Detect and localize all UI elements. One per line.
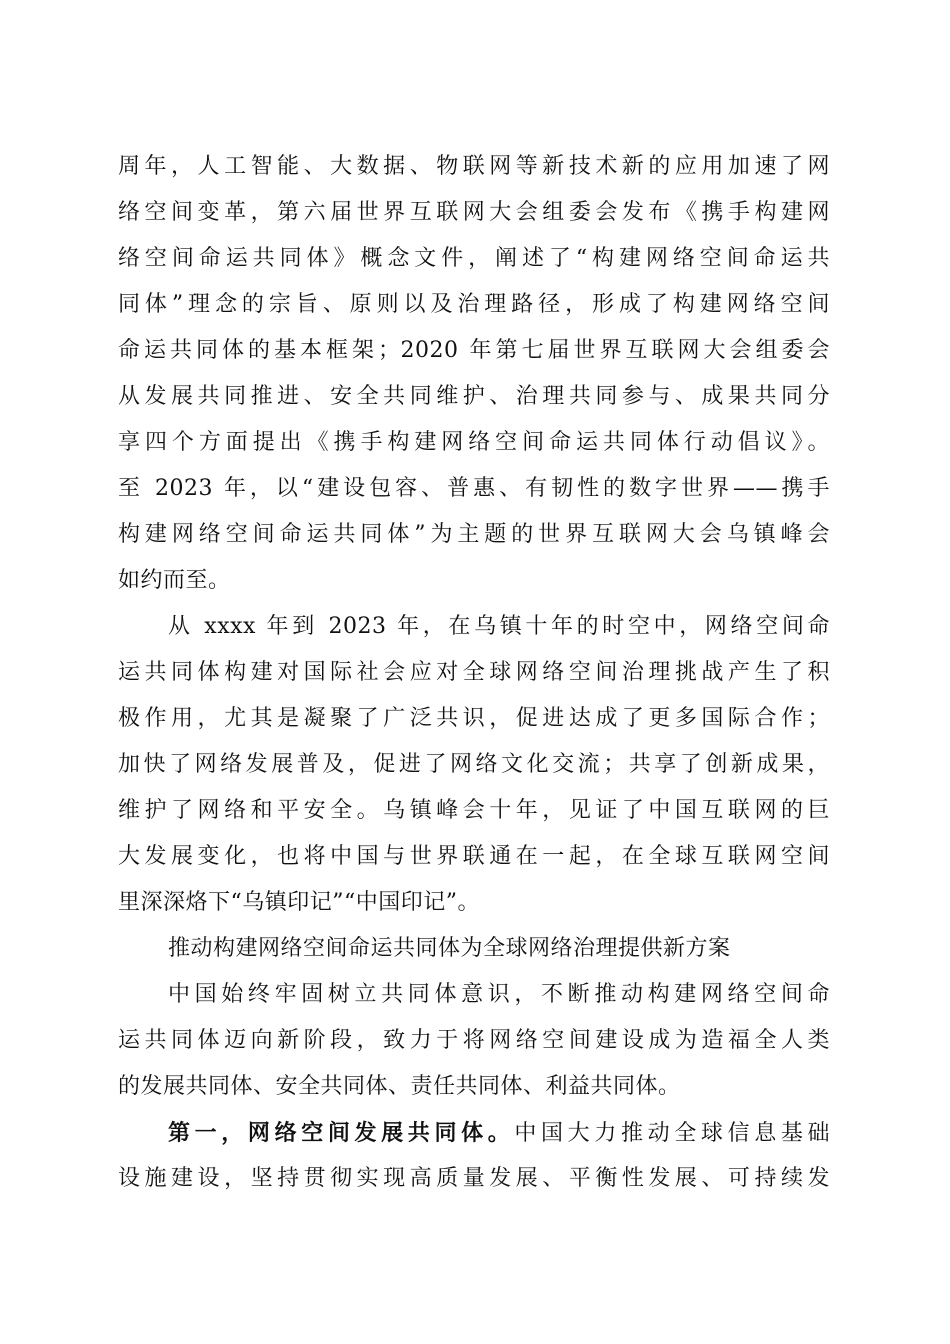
text-line: 中国始终牢固树立共同体意识，不断推动构建网络空间命 [168,982,830,1007]
text-line: 维护了网络和平安全。乌镇峰会十年，见证了中国互联网的巨 [118,798,830,823]
text-line: 命运共同体的基本框架；2020 年第七届世界互联网大会组委会 [118,338,830,363]
text-line: 的发展共同体、安全共同体、责任共同体、利益共同体。 [118,1074,681,1099]
text-line: 络空间命运共同体》概念文件，阐述了“构建网络空间命运共 [118,246,830,271]
text-line: 络空间变革，第六届世界互联网大会组委会发布《携手构建网 [118,200,830,225]
text-line: 周年，人工智能、大数据、物联网等新技术新的应用加速了网 [118,154,830,179]
text-line: 加快了网络发展普及，促进了网络文化交流；共享了创新成果， [118,752,830,777]
text-line: 运共同体迈向新阶段，致力于将网络空间建设成为造福全人类 [118,1028,830,1053]
text-line: 里深深烙下“乌镇印记”“中国印记”。 [118,890,480,915]
text-line: 运共同体构建对国际社会应对全球网络空间治理挑战产生了积 [118,660,830,685]
text-line: 享四个方面提出《携手构建网络空间命运共同体行动倡议》。 [118,430,830,455]
text-line [118,1110,830,1156]
text-line: 如约而至。 [118,568,231,593]
text-line: 设施建设，坚持贯彻实现高质量发展、平衡性发展、可持续发 [118,1166,830,1191]
text-line: 同体”理念的宗旨、原则以及治理路径，形成了构建网络空间 [118,292,830,317]
bold-lead: 第一，网络空间发展共同体。 [168,1120,515,1146]
text-line: 从发展共同推进、安全共同维护、治理共同参与、成果共同分 [118,384,830,409]
text-line: 大发展变化，也将中国与世界联通在一起，在全球互联网空间 [118,844,830,869]
text-line: 构建网络空间命运共同体”为主题的世界互联网大会乌镇峰会 [118,522,830,547]
section-heading: 推动构建网络空间命运共同体为全球网络治理提供新方案 [168,936,731,961]
text-line: 至 2023 年，以“建设包容、普惠、有韧性的数字世界——携手 [118,476,830,501]
text-span: 中国大力推动全球信息基础 [514,1121,830,1146]
text-line: 从 xxxx 年到 2023 年，在乌镇十年的时空中，网络空间命 [168,614,830,639]
body-text [118,144,830,1202]
text-line: 极作用，尤其是凝聚了广泛共识，促进达成了更多国际合作； [118,706,830,731]
